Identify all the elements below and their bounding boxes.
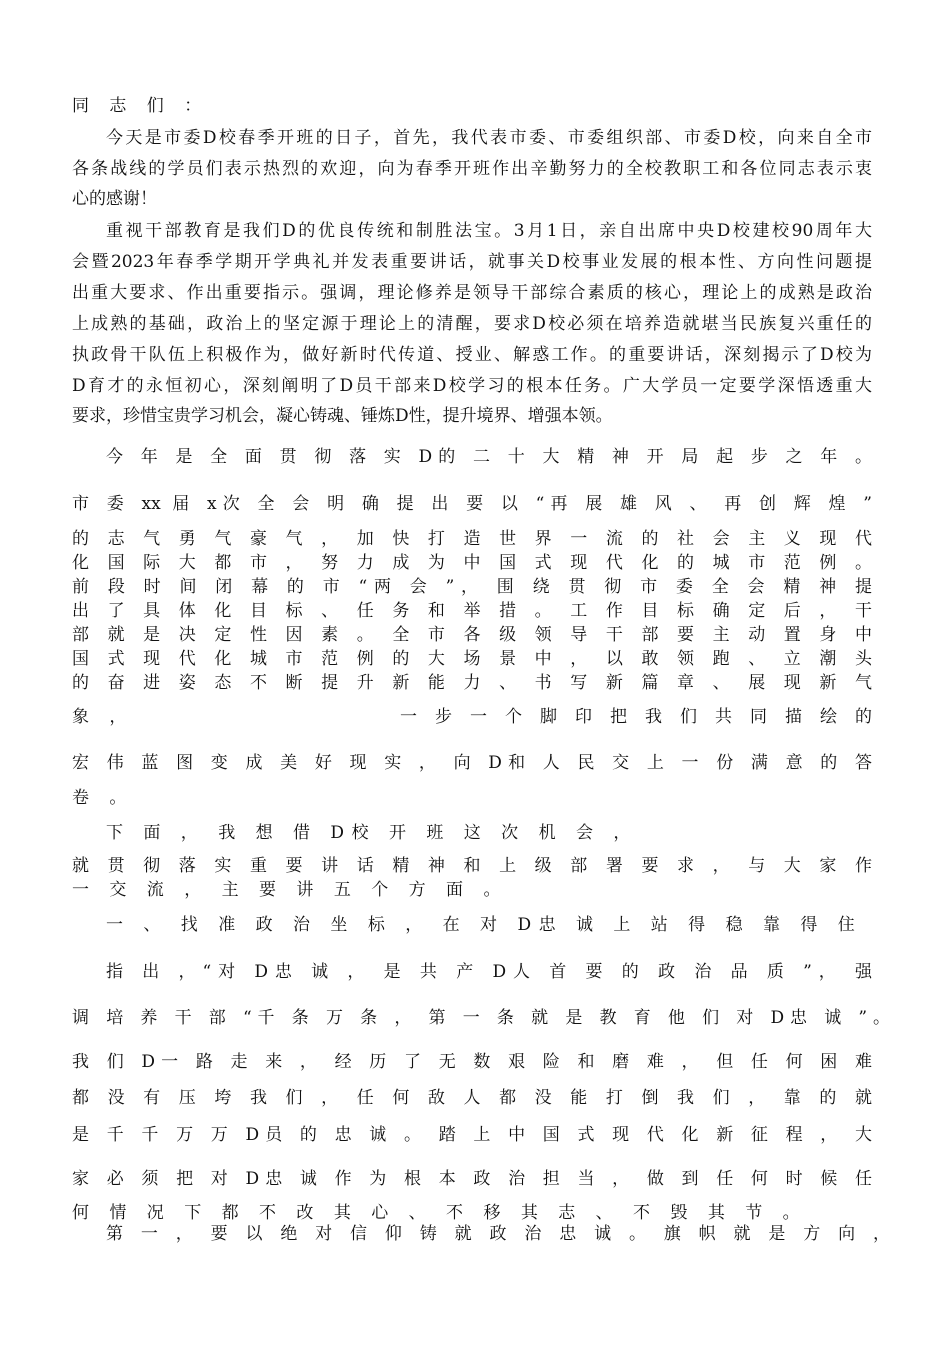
salutation: 同 志 们 ： bbox=[72, 96, 209, 116]
paragraph-line: 出重大要求、作出重要指示。强调，理论修养是领导干部综合素质的核心，理论上的成熟是政治 bbox=[72, 283, 872, 303]
section-heading: 一 、 找 准 政 治 坐 标 ， 在 对 D忠 诚 上 站 得 稳 靠 得 住 bbox=[106, 915, 863, 935]
paragraph-line: 市 委 xx 届 x次 全 会 明 确 提 出 要 以 “再 展 雄 风 、 再 创 辉 煌 ” bbox=[72, 494, 872, 514]
paragraph-line: 的 志 气 勇 气 豪 气 ， 加 快 打 造 世 界 一 流 的 社 会 主 义 现 代 bbox=[72, 529, 872, 549]
paragraph-line: 调 培 养 干 部 “千 条 万 条 ， 第 一 条 就 是 教 育 他 们 对 D忠 诚 ”。 bbox=[72, 1008, 890, 1028]
paragraph-line: 今天是市委D校春季开班的日子，首先，我代表市委、市委组织部、市委D校，向来自全市 bbox=[106, 128, 872, 148]
paragraph-line: 国 式 现 代 化 城 市 范 例 的 大 场 景 中 ， 以 敢 领 跑 、 立 潮 头 bbox=[72, 649, 872, 669]
paragraph-line: 今 年 是 全 面 贯 彻 落 实 D的 二 十 大 精 神 开 局 起 步 之 年 。 bbox=[106, 447, 872, 467]
paragraph-line: 我 们 D一 路 走 来 ， 经 历 了 无 数 艰 险 和 磨 难 ， 但 任 何 困 难 bbox=[72, 1052, 872, 1072]
paragraph-line: 下 面 ， 我 想 借 D校 开 班 这 次 机 会 ， bbox=[106, 823, 638, 843]
paragraph-line: 前 段 时 间 闭 幕 的 市 “两 会 ”， 围 绕 贯 彻 市 委 全 会 精 神 提 bbox=[72, 577, 872, 597]
paragraph-line: 心的感谢！ bbox=[72, 189, 157, 209]
paragraph-line: 宏 伟 蓝 图 变 成 美 好 现 实 ， 向 D和 人 民 交 上 一 份 满 意 的 答 bbox=[72, 753, 872, 773]
paragraph-line: 卷 。 bbox=[72, 788, 134, 808]
paragraph-line: 就 贯 彻 落 实 重 要 讲 话 精 神 和 上 级 部 署 要 求 ， 与 大 家 作 bbox=[72, 856, 872, 876]
paragraph-line: 一 交 流 ， 主 要 讲 五 个 方 面 。 bbox=[72, 880, 508, 900]
paragraph-line: 各条战线的学员们表示热烈的欢迎，向为春季开班作出辛勤努力的全校教职工和各位同志表示衷 bbox=[72, 159, 872, 179]
paragraph-line: 何 情 况 下 都 不 改 其 心 、 不 移 其 志 、 不 毁 其 节 。 bbox=[72, 1203, 808, 1223]
paragraph-line: 执政骨干队伍上积极作为，做好新时代传道、授业、解惑工作。的重要讲话，深刻揭示了D校为 bbox=[72, 345, 872, 365]
paragraph-line: 会暨2023年春季学期开学典礼并发表重要讲话，就事关D校事业发展的根本性、方向性问题提 bbox=[72, 252, 872, 272]
paragraph-line: 象 ， bbox=[72, 707, 134, 727]
paragraph-line: 家 必 须 把 对 D忠 诚 作 为 根 本 政 治 担 当 ， 做 到 任 何 时 候 任 bbox=[72, 1169, 872, 1189]
paragraph-line: 都 没 有 压 垮 我 们 ， 任 何 敌 人 都 没 能 打 倒 我 们 ， 靠 的 就 bbox=[72, 1088, 872, 1108]
paragraph-line: 的 奋 进 姿 态 不 断 提 升 新 能 力 、 书 写 新 篇 章 、 展 现 新 气 bbox=[72, 673, 872, 693]
paragraph-line: 第 一 ， 要 以 绝 对 信 仰 铸 就 政 治 忠 诚 。 旗 帜 就 是 方 向 ， bbox=[106, 1224, 890, 1244]
paragraph-line: 化 国 际 大 都 市 ， 努 力 成 为 中 国 式 现 代 化 的 城 市 范 例 。 bbox=[72, 553, 872, 573]
paragraph-line: 重视干部教育是我们D的优良传统和制胜法宝。3月1日，亲自出席中央D校建校90周年大 bbox=[106, 221, 872, 241]
paragraph-line: 上成熟的基础，政治上的坚定源于理论上的清醒，要求D校必须在培养造就堪当民族复兴重任的 bbox=[72, 314, 872, 334]
paragraph-line: 出 了 具 体 化 目 标 、 任 务 和 举 措 。 工 作 目 标 确 定 后 ， 干 bbox=[72, 601, 872, 621]
paragraph-line: 一 步 一 个 脚 印 把 我 们 共 同 描 绘 的 bbox=[400, 707, 872, 727]
paragraph-line: 要求，珍惜宝贵学习机会，凝心铸魂、锤炼D性，提升境界、增强本领。 bbox=[72, 406, 613, 426]
paragraph-line: 是 千 千 万 万 D员 的 忠 诚 。 踏 上 中 国 式 现 代 化 新 征 程 ， 大 bbox=[72, 1125, 872, 1145]
paragraph-line: D育才的永恒初心，深刻阐明了D员干部来D校学习的根本任务。广大学员一定要学深悟透重大 bbox=[72, 376, 872, 396]
paragraph-line: 部 就 是 决 定 性 因 素 。 全 市 各 级 领 导 干 部 要 主 动 置 身 中 bbox=[72, 625, 872, 645]
paragraph-line: 指 出 ，“对 D忠 诚 ， 是 共 产 D人 首 要 的 政 治 品 质 ”， 强 bbox=[106, 962, 872, 982]
